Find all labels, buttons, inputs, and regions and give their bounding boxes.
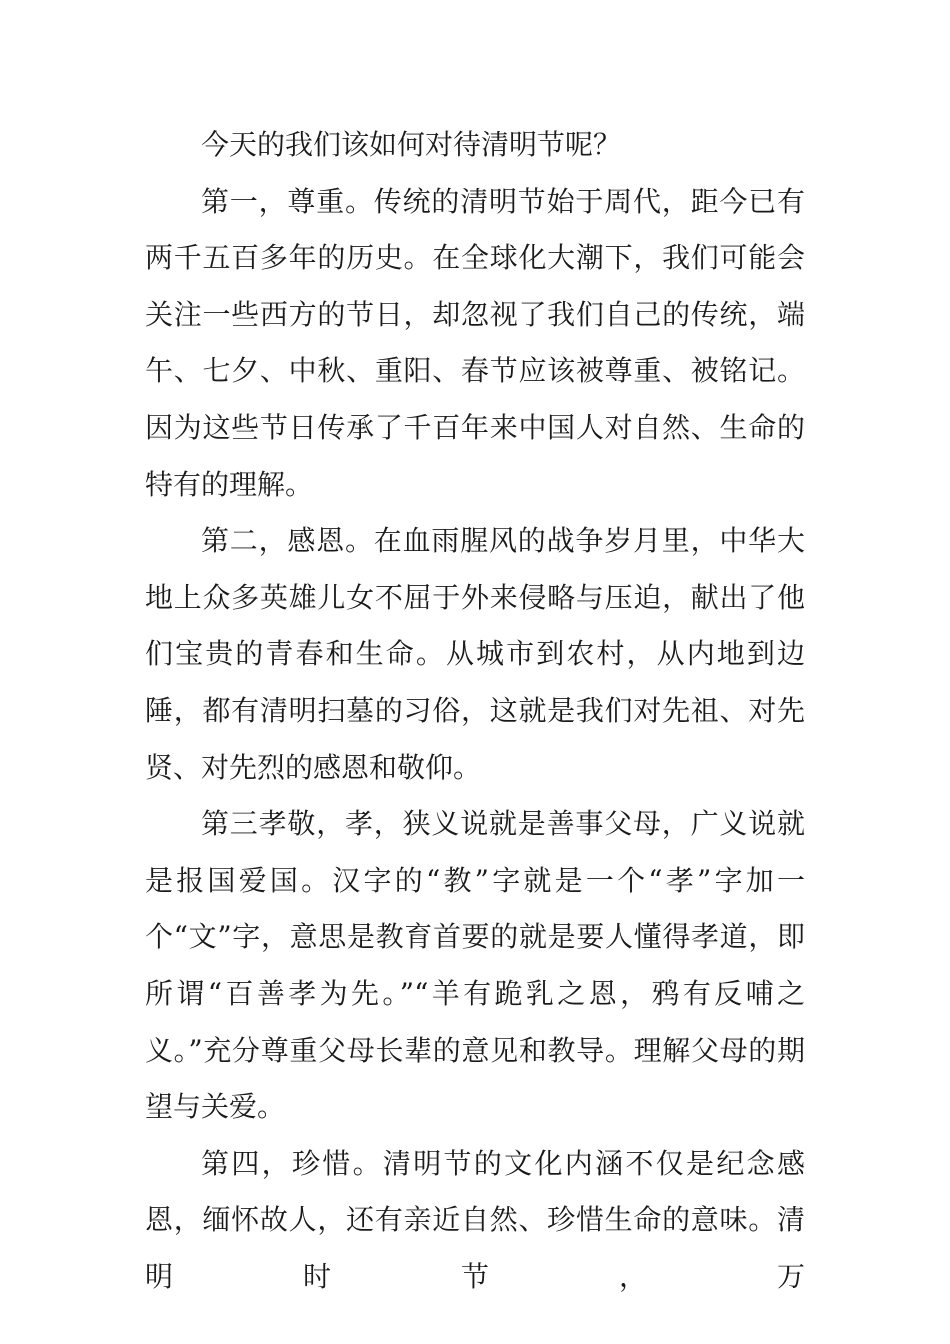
paragraph-cherish: 第四，珍惜。清明节的文化内涵不仅是纪念感恩，缅怀故人，还有亲近自然、珍惜生命的意味。清明时节，万 — [145, 1146, 805, 1293]
paragraph-filial-piety: 第三孝敬，孝，狭义说就是善事父母，广义说就是报国爱国。汉字的“教”字就是一个“孝”字加一个“文”字，意思是教育首要的就是要人懂得孝道，即所谓“百善孝为先。”“羊有跪乳之恩，鸦有反哺之义。”充分尊重父母长辈的意见和教导。理解父母的期望与关爱。 — [145, 807, 805, 1124]
document-body — [145, 117, 805, 1305]
paragraph-gratitude: 第二，感恩。在血雨腥风的战争岁月里，中华大地上众多英雄儿女不屈于外来侵略与压迫，献出了他们宝贵的青春和生命。从城市到农村，从内地到边陲，都有清明扫墓的习俗，这就是我们对先祖、对先贤、对先烈的感恩和敬仰。 — [145, 524, 805, 784]
paragraph-respect: 第一，尊重。传统的清明节始于周代，距今已有两千五百多年的历史。在全球化大潮下，我们可能会关注一些西方的节日，却忽视了我们自己的传统，端午、七夕、中秋、重阳、春节应该被尊重、被铭记。因为这些节日传承了千百年来中国人对自然、生命的特有的理解。 — [145, 184, 805, 501]
paragraph-question: 今天的我们该如何对待清明节呢？ — [201, 128, 622, 161]
